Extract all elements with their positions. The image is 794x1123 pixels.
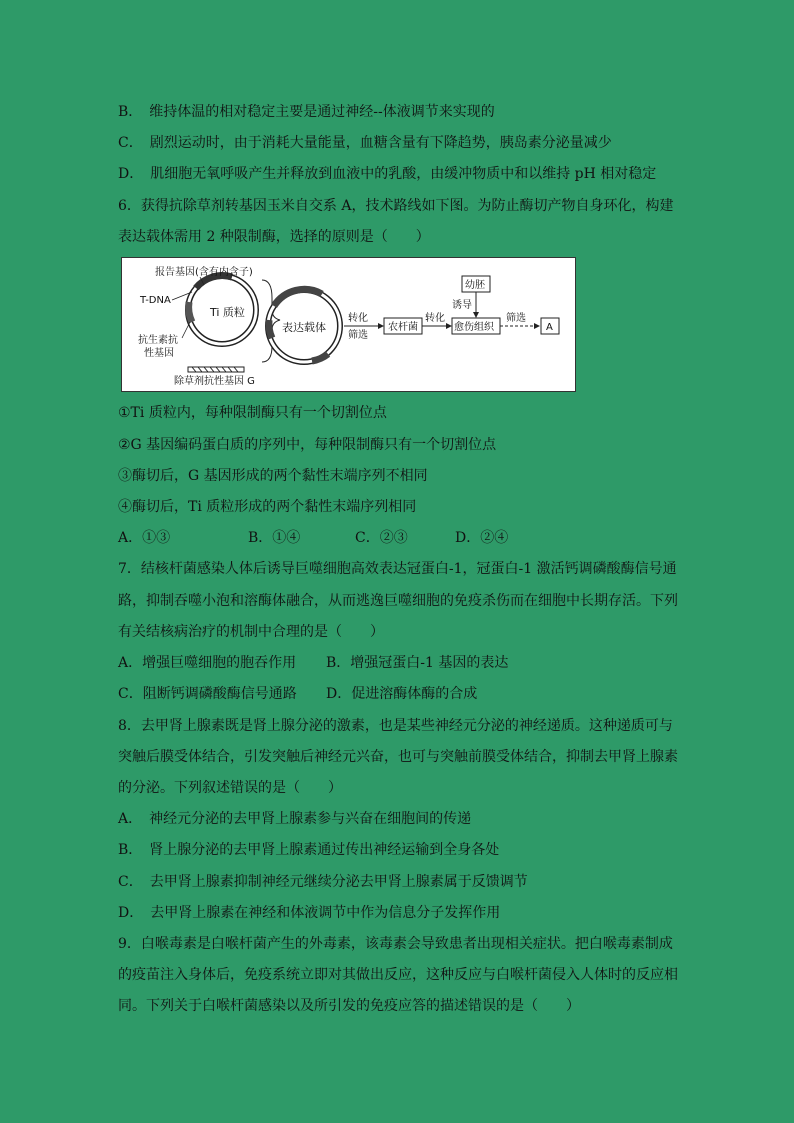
q8-option-b: B． 肾上腺分泌的去甲肾上腺素通过传出神经运输到全身各处 [118,842,500,858]
expression-vector-label: 表达载体 [282,321,326,334]
question-6-stem-2: 表达载体需用 2 种限制酶，选择的原则是（ ） [118,229,430,245]
ti-plasmid-label: Ti 质粒 [210,306,245,319]
q9-stem-2: 的疫苗注入身体后，免疫系统立即对其做出反应，这种反应与白喉杆菌侵入人体时的反应相 [118,967,678,983]
q7-option-d: D．促进溶酶体酶的合成 [326,686,478,702]
option-c-line: C． 剧烈运动时，由于消耗大量能量，血糖含量有下降趋势，胰岛素分泌量减少 [118,135,612,151]
q6-option-b: B．①④ [248,530,301,546]
antibiotic-gene-label-2: 性基因 [144,348,174,359]
screen-label-2: 筛选 [506,313,526,324]
q8-stem-1: 8．去甲肾上腺素既是肾上腺分泌的激素，也是某些神经元分泌的神经递质。这种递质可与 [118,718,673,734]
q9-stem-3: 同。下列关于白喉杆菌感染以及所引发的免疫应答的描述错误的是（ ） [118,998,580,1014]
q8-option-c: C． 去甲肾上腺素抑制神经元继续分泌去甲肾上腺素属于反馈调节 [118,874,528,890]
q8-stem-2: 突触后膜受体结合，引发突触后神经元兴奋，也可与突触前膜受体结合，抑制去甲肾上腺素 [118,749,678,765]
result-label: A [546,322,553,333]
question-6-stem-1: 6．获得抗除草剂转基因玉米自交系 A，技术路线如下图。为防止酶切产物自身环化，构建 [118,198,674,214]
induce-label: 诱导 [452,300,472,311]
q7-stem-3: 有关结核病治疗的机制中合理的是（ ） [118,624,384,640]
q7-option-b: B．增强冠蛋白-1 基因的表达 [326,655,509,671]
q9-stem-1: 9．白喉毒素是白喉杆菌产生的外毒素，该毒素会导致患者出现相关症状。把白喉毒素制成 [118,936,673,952]
option-b-line: B． 维持体温的相对稳定主要是通过神经--体液调节来实现的 [118,104,495,120]
q6-option-a: A．①③ [118,530,171,546]
q6-item-2: ②G 基因编码蛋白质的序列中，每种限制酶只有一个切割位点 [118,437,497,453]
q8-option-d: D． 去甲肾上腺素在神经和体液调节中作为信息分子发挥作用 [118,905,501,921]
reporter-gene-label: 报告基因(含有内含子) [155,267,253,278]
q8-option-a: A． 神经元分泌的去甲肾上腺素参与兴奋在细胞间的传递 [118,811,472,827]
q7-option-c: C．阻断钙调磷酸酶信号通路 [118,686,297,702]
callus-label: 愈伤组织 [454,322,494,333]
q6-item-1: ①Ti 质粒内，每种限制酶只有一个切割位点 [118,405,387,421]
antibiotic-gene-label-1: 抗生素抗 [138,335,178,346]
q6-option-d: D．②④ [455,530,509,546]
q8-stem-3: 的分泌。下列叙述错误的是（ ） [118,780,342,796]
tdna-label: T-DNA [140,295,171,306]
q7-option-a: A．增强巨噬细胞的胞吞作用 [118,655,297,671]
embryo-label: 幼胚 [465,280,485,291]
option-d-line: D． 肌细胞无氧呼吸产生并释放到血液中的乳酸，由缓冲物质中和以维持 pH 相对稳定 [118,166,657,182]
transform-label-2: 转化 [425,313,445,324]
screen-label-1: 筛选 [348,330,368,341]
q6-item-3: ③酶切后，G 基因形成的两个黏性末端序列不相同 [118,468,428,484]
q6-item-4: ④酶切后，Ti 质粒形成的两个黏性末端序列相同 [118,499,417,515]
antibiotic-gene-segment [189,302,192,322]
transform-label-1: 转化 [348,313,368,324]
q7-stem-2: 路，抑制吞噬小泡和溶酶体融合，从而逃逸巨噬细胞的免疫杀伤而在细胞中长期存活。下列 [118,593,678,609]
diagram-svg [122,258,575,391]
q6-option-c: C．②③ [355,530,408,546]
agrobacterium-label: 农杆菌 [388,322,418,333]
gene-transfer-diagram [121,257,576,392]
q7-stem-1: 7．结核杆菌感染人体后诱导巨噬细胞高效表达冠蛋白-1，冠蛋白-1 激活钙调磷酸酶信号通 [118,561,677,577]
herbicide-gene-label: 除草剂抗性基因 G [174,376,255,387]
